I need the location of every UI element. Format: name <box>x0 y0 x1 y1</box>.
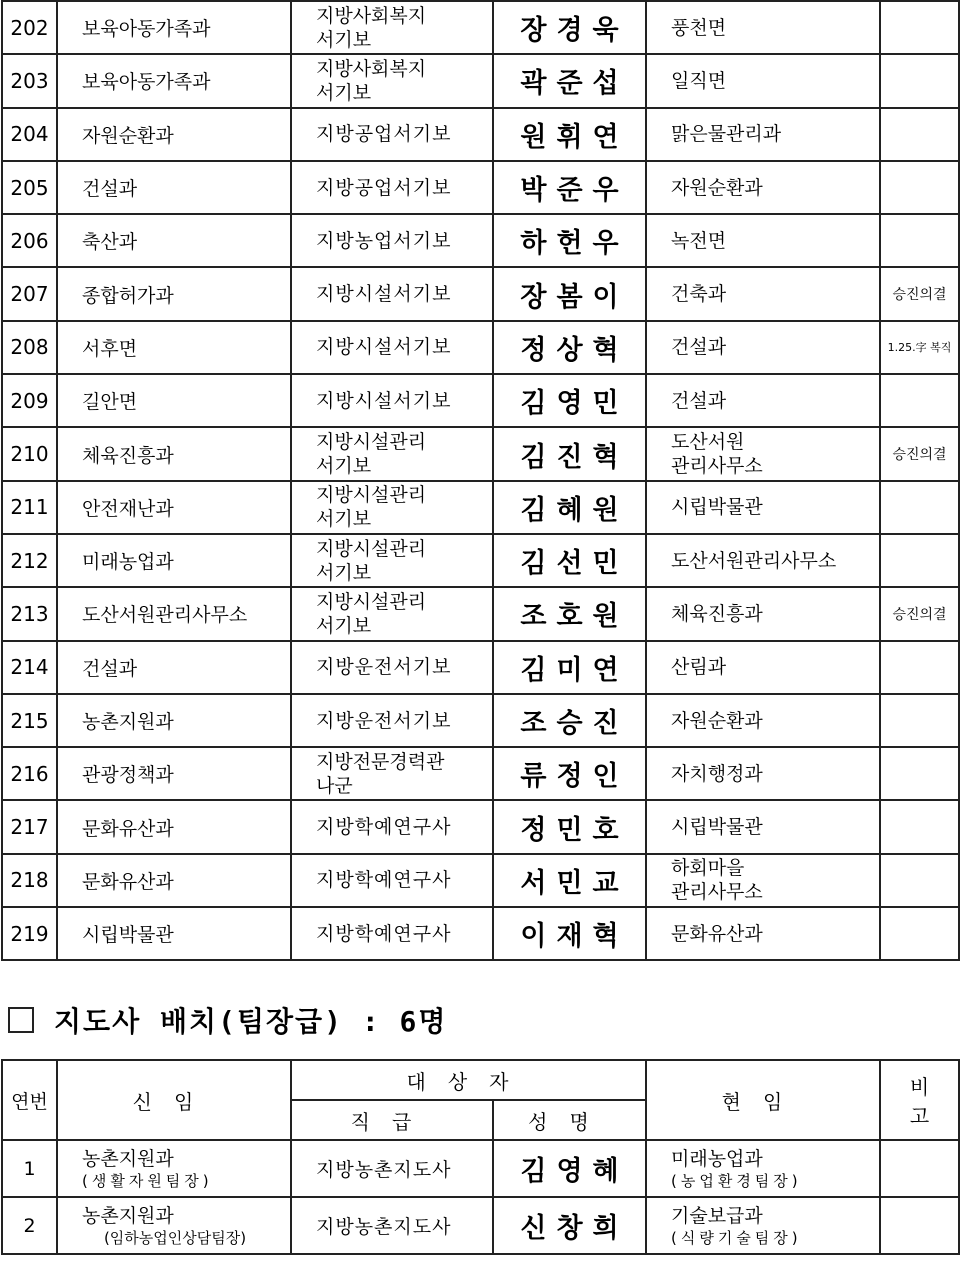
grade <box>291 108 493 161</box>
table-row <box>2 1 959 54</box>
cell-line: 도산서원 <box>671 431 745 454</box>
cell-line: 지방운전서기보 <box>316 709 452 732</box>
new-department: 안전재난과 <box>57 481 291 534</box>
current-post <box>646 161 880 214</box>
grade <box>291 534 493 587</box>
current-post <box>646 214 880 267</box>
cell-line: 자치행정과 <box>671 762 763 785</box>
person-name: 김미연 <box>493 641 646 694</box>
table-row <box>2 907 959 960</box>
cell-line: 맑은물관리과 <box>671 123 782 146</box>
person-name: 장봄이 <box>493 267 646 320</box>
row-number: 219 <box>2 907 57 960</box>
cell-line: 서기보 <box>316 508 372 531</box>
new-department: 길안면 <box>57 374 291 427</box>
cell-line: 일직면 <box>671 69 727 92</box>
current-post <box>646 108 880 161</box>
cell-line: 지방사회복지 <box>316 57 427 80</box>
current-post <box>646 267 880 320</box>
grade <box>291 641 493 694</box>
cell-line: 풍천면 <box>671 16 727 39</box>
new-department: 미래농업과 <box>57 534 291 587</box>
department-label: 미래농업과 <box>671 1147 763 1170</box>
person-name: 조승진 <box>493 694 646 747</box>
cell-line: 서기보 <box>316 28 372 51</box>
person-name: 김혜원 <box>493 481 646 534</box>
team-label: (임하농업인상담팀장) <box>103 1228 247 1247</box>
note: 승진의결 <box>880 587 959 640</box>
cell-line: 나군 <box>316 774 353 797</box>
grade <box>291 321 493 374</box>
row-number: 215 <box>2 694 57 747</box>
table-row <box>2 427 959 480</box>
grade <box>291 800 493 853</box>
grade <box>291 587 493 640</box>
table-row <box>2 587 959 640</box>
note <box>880 161 959 214</box>
cell-line: 지방시설서기보 <box>316 283 452 306</box>
new-department: 자원순환과 <box>57 108 291 161</box>
row-number: 204 <box>2 108 57 161</box>
cell-line: 도산서원관리사무소 <box>671 549 837 572</box>
cell-line: 하회마을 <box>671 857 745 880</box>
table-row <box>2 800 959 853</box>
header-note: 비고 <box>880 1060 959 1140</box>
current-post <box>646 694 880 747</box>
table-row <box>2 694 959 747</box>
current-post <box>646 907 880 960</box>
note <box>880 1 959 54</box>
current-post <box>646 374 880 427</box>
grade <box>291 747 493 800</box>
new-department <box>57 1197 291 1254</box>
person-name: 이재혁 <box>493 907 646 960</box>
department-label: 농촌지원과 <box>82 1204 174 1227</box>
cell-line: 지방시설서기보 <box>316 336 452 359</box>
current-post <box>646 747 880 800</box>
row-number: 206 <box>2 214 57 267</box>
person-name: 김선민 <box>493 534 646 587</box>
cell-line: 관리사무소 <box>671 881 763 904</box>
new-department: 체육진흥과 <box>57 427 291 480</box>
note <box>880 641 959 694</box>
cell-line: 지방농업서기보 <box>316 229 452 252</box>
row-number: 214 <box>2 641 57 694</box>
grade <box>291 854 493 907</box>
grade: 지방농촌지도사 <box>291 1197 493 1254</box>
section-heading <box>8 1000 447 1040</box>
new-department: 보육아동가족과 <box>57 1 291 54</box>
row-number: 1 <box>2 1140 57 1197</box>
note <box>880 108 959 161</box>
header-current: 현임 <box>646 1060 880 1140</box>
new-department: 축산과 <box>57 214 291 267</box>
new-department: 농촌지원과 <box>57 694 291 747</box>
current-post <box>646 54 880 107</box>
table-row <box>2 1197 959 1254</box>
row-number: 205 <box>2 161 57 214</box>
cell-line: 산림과 <box>671 656 727 679</box>
person-name: 하헌우 <box>493 214 646 267</box>
cell-line: 지방학예연구사 <box>316 869 452 892</box>
cell-line: 지방학예연구사 <box>316 816 452 839</box>
grade <box>291 161 493 214</box>
new-department: 서후면 <box>57 321 291 374</box>
header-new-post: 신임 <box>57 1060 291 1140</box>
cell-line: 지방학예연구사 <box>316 922 452 945</box>
current-post <box>646 321 880 374</box>
table-row <box>2 214 959 267</box>
new-department <box>57 1140 291 1197</box>
grade <box>291 214 493 267</box>
cell-line: 시립박물관 <box>671 816 763 839</box>
team-label: (농업환경팀장) <box>671 1171 802 1190</box>
cell-line: 지방시설관리 <box>316 484 427 507</box>
person-name: 류정인 <box>493 747 646 800</box>
note <box>880 481 959 534</box>
cell-line: 건축과 <box>671 283 727 306</box>
person-name: 서민교 <box>493 854 646 907</box>
person-name: 김영민 <box>493 374 646 427</box>
person-name: 정상혁 <box>493 321 646 374</box>
cell-line: 건설과 <box>671 389 727 412</box>
grade <box>291 481 493 534</box>
new-department: 도산서원관리사무소 <box>57 587 291 640</box>
note <box>880 907 959 960</box>
cell-line: 지방시설서기보 <box>316 389 452 412</box>
note: 1.25.字 복직 <box>880 321 959 374</box>
table-row <box>2 321 959 374</box>
section-title: 지도사 배치(팀장급) : 6명 <box>54 1005 448 1038</box>
row-number: 203 <box>2 54 57 107</box>
table-row <box>2 54 959 107</box>
current-post <box>646 1140 880 1197</box>
new-department: 종합허가과 <box>57 267 291 320</box>
row-number: 211 <box>2 481 57 534</box>
current-post <box>646 427 880 480</box>
cell-line: 서기보 <box>316 614 372 637</box>
current-post <box>646 481 880 534</box>
checkbox-square-icon <box>8 1007 34 1033</box>
personnel-table <box>1 0 960 961</box>
current-post <box>646 534 880 587</box>
table-row <box>2 374 959 427</box>
note <box>880 694 959 747</box>
row-number: 210 <box>2 427 57 480</box>
table-row <box>2 534 959 587</box>
row-number: 213 <box>2 587 57 640</box>
grade <box>291 907 493 960</box>
note <box>880 374 959 427</box>
cell-line: 서기보 <box>316 455 372 478</box>
note <box>880 800 959 853</box>
advisor-table <box>1 1059 960 1255</box>
cell-line: 지방시설관리 <box>316 537 427 560</box>
current-post <box>646 800 880 853</box>
current-post <box>646 641 880 694</box>
row-number: 216 <box>2 747 57 800</box>
header-target: 대상자 <box>291 1060 646 1100</box>
table-row <box>2 161 959 214</box>
cell-line: 지방공업서기보 <box>316 176 452 199</box>
cell-line: 문화유산과 <box>671 922 763 945</box>
note <box>880 854 959 907</box>
table-row <box>2 1140 959 1197</box>
person-name: 김진혁 <box>493 427 646 480</box>
person-name: 조호원 <box>493 587 646 640</box>
person-name: 원휘연 <box>493 108 646 161</box>
new-department: 관광정책과 <box>57 747 291 800</box>
table-row <box>2 854 959 907</box>
row-number: 207 <box>2 267 57 320</box>
new-department: 문화유산과 <box>57 854 291 907</box>
new-department: 시립박물관 <box>57 907 291 960</box>
current-post <box>646 854 880 907</box>
grade <box>291 694 493 747</box>
team-label: (식량기술팀장) <box>671 1228 802 1247</box>
new-department: 건설과 <box>57 161 291 214</box>
cell-line: 시립박물관 <box>671 496 763 519</box>
cell-line: 자원순환과 <box>671 709 763 732</box>
note <box>880 1140 959 1197</box>
header-no: 연번 <box>2 1060 57 1140</box>
table-row <box>2 641 959 694</box>
grade <box>291 267 493 320</box>
person-name: 박준우 <box>493 161 646 214</box>
grade <box>291 427 493 480</box>
cell-line: 지방운전서기보 <box>316 656 452 679</box>
team-label: (생활자원팀장) <box>82 1171 213 1190</box>
cell-line: 녹전면 <box>671 229 727 252</box>
person-name: 장경욱 <box>493 1 646 54</box>
new-department: 보육아동가족과 <box>57 54 291 107</box>
header-name: 성명 <box>493 1100 646 1140</box>
cell-line: 지방시설관리 <box>316 590 427 613</box>
cell-line: 자원순환과 <box>671 176 763 199</box>
person-name: 김영혜 <box>493 1140 646 1197</box>
row-number: 2 <box>2 1197 57 1254</box>
grade: 지방농촌지도사 <box>291 1140 493 1197</box>
note <box>880 54 959 107</box>
grade <box>291 54 493 107</box>
current-post <box>646 1 880 54</box>
cell-line: 건설과 <box>671 336 727 359</box>
header-grade: 직급 <box>291 1100 493 1140</box>
note: 승진의결 <box>880 427 959 480</box>
row-number: 217 <box>2 800 57 853</box>
cell-line: 관리사무소 <box>671 455 763 478</box>
note <box>880 534 959 587</box>
note <box>880 747 959 800</box>
cell-line: 서기보 <box>316 561 372 584</box>
cell-line: 지방공업서기보 <box>316 123 452 146</box>
table-row <box>2 481 959 534</box>
row-number: 209 <box>2 374 57 427</box>
current-post <box>646 1197 880 1254</box>
department-label: 기술보급과 <box>671 1204 763 1227</box>
row-number: 218 <box>2 854 57 907</box>
table-row <box>2 108 959 161</box>
new-department: 문화유산과 <box>57 800 291 853</box>
person-name: 신창희 <box>493 1197 646 1254</box>
row-number: 202 <box>2 1 57 54</box>
table-row <box>2 267 959 320</box>
person-name: 정민호 <box>493 800 646 853</box>
current-post <box>646 587 880 640</box>
note: 승진의결 <box>880 267 959 320</box>
person-name: 곽준섭 <box>493 54 646 107</box>
new-department: 건설과 <box>57 641 291 694</box>
cell-line: 지방전문경력관 <box>316 750 445 773</box>
cell-line: 지방시설관리 <box>316 431 427 454</box>
grade <box>291 374 493 427</box>
row-number: 212 <box>2 534 57 587</box>
cell-line: 체육진흥과 <box>671 602 763 625</box>
table-row <box>2 747 959 800</box>
department-label: 농촌지원과 <box>82 1147 174 1170</box>
row-number: 208 <box>2 321 57 374</box>
cell-line: 서기보 <box>316 81 372 104</box>
note <box>880 214 959 267</box>
note <box>880 1197 959 1254</box>
grade <box>291 1 493 54</box>
cell-line: 지방사회복지 <box>316 4 427 27</box>
